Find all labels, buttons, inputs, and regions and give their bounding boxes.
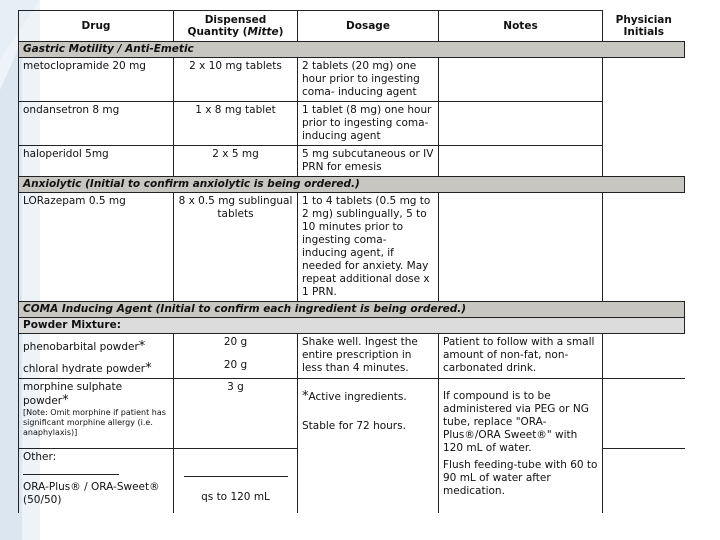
prescription-order-form [18, 10, 684, 518]
header-dosage: Dosage [298, 11, 439, 42]
header-drug: Drug [19, 11, 174, 42]
initials-cell[interactable] [603, 334, 685, 379]
section-coma: COMA Inducing Agent (Initial to confirm each ingredient is being ordered.) [19, 302, 685, 318]
chloral-label: chloral hydrate powder* [23, 361, 152, 376]
initials-cell[interactable] [603, 58, 685, 102]
initials-cell[interactable] [603, 146, 685, 177]
table-row: ondansetron 8 mg 1 x 8 mg tablet 1 tablet (8 mg) one hour prior to ingesting coma-inducing agent [19, 102, 685, 146]
header-dispensed-quantity: Dispensed Quantity (Mitte) [174, 11, 298, 42]
other-blank[interactable] [23, 464, 169, 479]
section-anxiolytic: Anxiolytic (Initial to confirm anxiolytic is being ordered.) [19, 177, 685, 193]
section-powder-mixture: Powder Mixture: [19, 318, 685, 334]
header-notes: Notes [439, 11, 603, 42]
initials-cell[interactable] [603, 193, 685, 302]
order-table [18, 10, 685, 513]
initials-cell[interactable] [603, 449, 685, 513]
table-row: phenobarbital powder* chloral hydrate powder* 20 g 20 g Shake well. Ingest the entire prescription in less than 4 minutes. Patient to follow with a small amount of non-fat, non-carbonated drink. [19, 334, 685, 379]
table-row: LORazepam 0.5 mg 8 x 0.5 mg sublingual tablets 1 to 4 tablets (0.5 mg to 2 mg) sublingually, 5 to 10 minutes prior to ingesting coma- inducing agent, if needed for anxiety. May repeat additional dose x 1 PRN. [19, 193, 685, 302]
header-row [19, 11, 685, 42]
initials-cell[interactable] [603, 102, 685, 146]
notes-cell [439, 146, 603, 177]
other-qty-blank[interactable] [178, 464, 293, 481]
section-gastric: Gastric Motility / Anti-Emetic [19, 42, 685, 58]
notes-cell [439, 58, 603, 102]
table-row: metoclopramide 20 mg 2 x 10 mg tablets 2 tablets (20 mg) one hour prior to ingesting coma- inducing agent [19, 58, 685, 102]
table-row: haloperidol 5mg 2 x 5 mg 5 mg subcutaneous or IV PRN for emesis [19, 146, 685, 177]
table-row: morphine sulphate powder* [Note: Omit morphine if patient has significant morphine allergy (i.e. anaphylaxis)] 3 g *Active ingredients. Stable for 72 hours. If compound is to be administered via PEG or NG tube, replace "ORA-Plus®/ORA Sweet®" with 120 mL of water. Flush feeding-tube with 60 to 90 mL of water after medication. [19, 379, 685, 449]
notes-cell [439, 193, 603, 302]
pheno-label: phenobarbital powder* [23, 339, 146, 354]
notes-cell [439, 102, 603, 146]
header-physician-initials: Physician Initials [615, 13, 672, 38]
table-row: Other: ORA-Plus® / ORA-Sweet® (50/50) qs to 120 mL [19, 449, 685, 513]
initials-cell[interactable] [603, 379, 685, 449]
